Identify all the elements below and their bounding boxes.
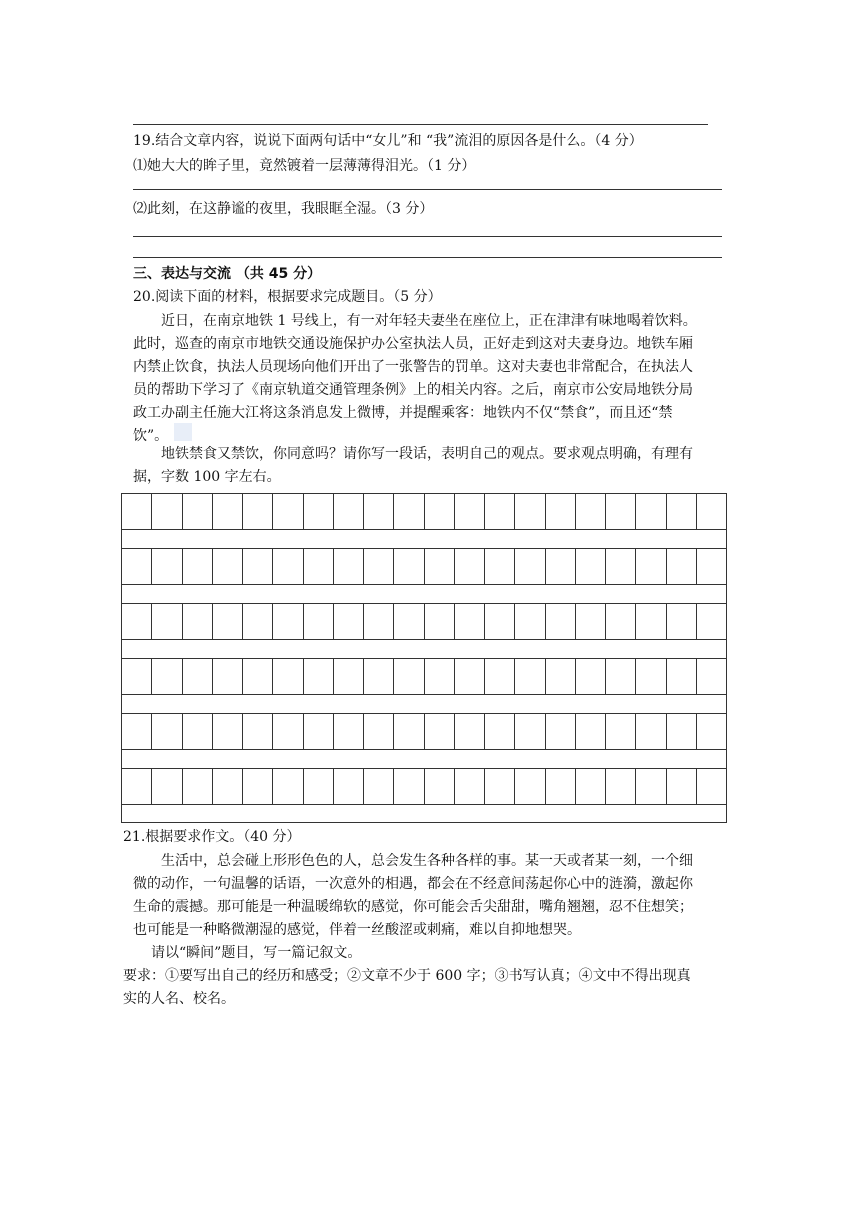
grid-cell[interactable] [213, 714, 243, 749]
grid-cell[interactable] [394, 494, 424, 529]
grid-cell[interactable] [515, 769, 545, 804]
q20-prompt-line: 地铁禁食又禁饮，你同意吗？请你写一段话，表明自己的观点。要求观点明确，有理有 [161, 446, 693, 462]
grid-cell[interactable] [183, 659, 213, 694]
grid-cell[interactable] [364, 659, 394, 694]
grid-cell[interactable] [546, 714, 576, 749]
grid-cell[interactable] [122, 494, 152, 529]
grid-cell[interactable] [606, 659, 636, 694]
q19-answer-line-3[interactable] [133, 257, 722, 258]
grid-cell[interactable] [667, 494, 697, 529]
grid-cell[interactable] [152, 494, 182, 529]
grid-spacer [122, 530, 726, 549]
grid-cell[interactable] [606, 549, 636, 584]
q19-item1: ⑴她大大的眸子里，竟然镀着一层薄薄得泪光。（1 分） [133, 158, 476, 174]
q20-line: 此时，巡查的南京市地铁交通设施保护办公室执法人员，正好走到这对夫妻身边。地铁车厢 [133, 336, 693, 352]
grid-row[interactable] [122, 769, 726, 805]
grid-cell[interactable] [213, 604, 243, 639]
grid-row[interactable] [122, 604, 726, 640]
grid-cell[interactable] [606, 714, 636, 749]
grid-cell[interactable] [697, 604, 726, 639]
grid-cell[interactable] [667, 549, 697, 584]
grid-spacer [122, 640, 726, 659]
grid-cell[interactable] [425, 659, 455, 694]
grid-cell[interactable] [364, 549, 394, 584]
grid-cell[interactable] [243, 494, 273, 529]
grid-cell[interactable] [546, 769, 576, 804]
grid-cell[interactable] [273, 549, 303, 584]
grid-cell[interactable] [394, 714, 424, 749]
grid-cell[interactable] [636, 769, 666, 804]
grid-cell[interactable] [152, 549, 182, 584]
grid-cell[interactable] [425, 769, 455, 804]
grid-cell[interactable] [455, 769, 485, 804]
grid-cell[interactable] [243, 659, 273, 694]
grid-cell[interactable] [273, 604, 303, 639]
grid-cell[interactable] [122, 549, 152, 584]
grid-cell[interactable] [667, 769, 697, 804]
grid-cell[interactable] [334, 659, 364, 694]
grid-cell[interactable] [183, 494, 213, 529]
grid-cell[interactable] [304, 714, 334, 749]
grid-cell[interactable] [636, 714, 666, 749]
grid-cell[interactable] [334, 549, 364, 584]
grid-cell[interactable] [606, 769, 636, 804]
grid-cell[interactable] [485, 659, 515, 694]
grid-row[interactable] [122, 659, 726, 695]
grid-cell[interactable] [455, 659, 485, 694]
grid-cell[interactable] [152, 769, 182, 804]
grid-spacer [122, 695, 726, 714]
grid-row[interactable] [122, 714, 726, 750]
grid-cell[interactable] [122, 659, 152, 694]
grid-cell[interactable] [425, 549, 455, 584]
grid-cell[interactable] [152, 604, 182, 639]
section3-heading: 三、表达与交流 （共 45 分） [133, 266, 322, 282]
q19-item2: ⑵此刻，在这静谧的夜里，我眼眶全湿。（3 分） [133, 201, 434, 217]
grid-cell[interactable] [667, 659, 697, 694]
grid-cell[interactable] [213, 659, 243, 694]
grid-cell[interactable] [576, 659, 606, 694]
grid-cell[interactable] [485, 604, 515, 639]
grid-cell[interactable] [515, 659, 545, 694]
grid-cell[interactable] [334, 769, 364, 804]
grid-cell[interactable] [152, 659, 182, 694]
grid-cell[interactable] [485, 549, 515, 584]
grid-cell[interactable] [304, 549, 334, 584]
highlight-mark [174, 423, 192, 441]
grid-cell[interactable] [273, 769, 303, 804]
grid-cell[interactable] [515, 714, 545, 749]
grid-spacer [122, 750, 726, 769]
grid-cell[interactable] [546, 494, 576, 529]
grid-cell[interactable] [485, 494, 515, 529]
writing-grid[interactable] [121, 493, 727, 823]
grid-cell[interactable] [425, 714, 455, 749]
grid-cell[interactable] [364, 714, 394, 749]
grid-cell[interactable] [304, 769, 334, 804]
grid-cell[interactable] [183, 714, 213, 749]
grid-cell[interactable] [425, 494, 455, 529]
grid-cell[interactable] [485, 769, 515, 804]
grid-cell[interactable] [334, 604, 364, 639]
grid-cell[interactable] [364, 604, 394, 639]
grid-cell[interactable] [213, 494, 243, 529]
grid-cell[interactable] [394, 549, 424, 584]
grid-cell[interactable] [304, 604, 334, 639]
grid-cell[interactable] [546, 549, 576, 584]
grid-cell[interactable] [485, 714, 515, 749]
grid-cell[interactable] [515, 494, 545, 529]
grid-cell[interactable] [636, 549, 666, 584]
grid-spacer [122, 585, 726, 604]
q19-answer-line-1[interactable] [133, 189, 722, 190]
grid-cell[interactable] [243, 604, 273, 639]
q21-line: 微的动作，一句温馨的话语，一次意外的相遇，都会在不经意间荡起你心中的涟漪，激起你 [133, 876, 693, 892]
grid-cell[interactable] [667, 714, 697, 749]
grid-cell[interactable] [273, 714, 303, 749]
q20-title: 20.阅读下面的材料，根据要求完成题目。（5 分） [133, 289, 442, 305]
grid-cell[interactable] [122, 714, 152, 749]
grid-cell[interactable] [273, 659, 303, 694]
grid-cell[interactable] [606, 604, 636, 639]
q21-line: 生活中，总会碰上形形色色的人，总会发生各种各样的事。某一天或者某一刻，一个细 [161, 853, 693, 869]
grid-cell[interactable] [394, 604, 424, 639]
q21-line: 生命的震撼。那可能是一种温暖绵软的感觉，你可能会舌尖甜甜，嘴角翘翘，忍不住想笑； [133, 899, 693, 915]
grid-cell[interactable] [576, 549, 606, 584]
grid-cell[interactable] [243, 769, 273, 804]
grid-cell[interactable] [183, 604, 213, 639]
q19-answer-line-2[interactable] [133, 236, 722, 237]
grid-cell[interactable] [455, 549, 485, 584]
grid-cell[interactable] [576, 494, 606, 529]
grid-spacer [122, 805, 726, 824]
grid-cell[interactable] [183, 549, 213, 584]
grid-cell[interactable] [697, 769, 726, 804]
grid-cell[interactable] [213, 769, 243, 804]
grid-cell[interactable] [394, 769, 424, 804]
grid-cell[interactable] [243, 549, 273, 584]
grid-cell[interactable] [122, 769, 152, 804]
grid-cell[interactable] [273, 494, 303, 529]
grid-cell[interactable] [697, 494, 726, 529]
grid-cell[interactable] [394, 659, 424, 694]
grid-cell[interactable] [455, 714, 485, 749]
grid-cell[interactable] [364, 494, 394, 529]
grid-cell[interactable] [697, 659, 726, 694]
grid-cell[interactable] [636, 659, 666, 694]
grid-cell[interactable] [122, 604, 152, 639]
q19-title: 19.结合文章内容，说说下面两句话中“女儿”和 “我”流泪的原因各是什么。（4 分） [133, 133, 643, 149]
grid-cell[interactable] [667, 604, 697, 639]
grid-cell[interactable] [576, 714, 606, 749]
grid-cell[interactable] [697, 549, 726, 584]
grid-row[interactable] [122, 494, 726, 530]
grid-cell[interactable] [183, 769, 213, 804]
q21-requirement-line: 实的人名、校名。 [123, 991, 235, 1007]
grid-cell[interactable] [304, 659, 334, 694]
grid-cell[interactable] [636, 604, 666, 639]
q21-title: 21.根据要求作文。（40 分） [123, 829, 301, 845]
grid-cell[interactable] [455, 604, 485, 639]
q20-line: 饮”。 [133, 428, 169, 444]
grid-cell[interactable] [455, 494, 485, 529]
q20-prompt-line: 据，字数 100 字左右。 [133, 469, 281, 485]
grid-cell[interactable] [515, 604, 545, 639]
grid-cell[interactable] [636, 494, 666, 529]
grid-cell[interactable] [606, 494, 636, 529]
grid-cell[interactable] [546, 604, 576, 639]
top-rule [133, 124, 708, 125]
q21-line: 也可能是一种略微潮湿的感觉，伴着一丝酸涩或刺痛，难以自抑地想哭。 [133, 922, 581, 938]
q21-topic: 请以“瞬间”题目，写一篇记叙文。 [151, 945, 362, 961]
grid-cell[interactable] [576, 769, 606, 804]
grid-cell[interactable] [425, 604, 455, 639]
grid-cell[interactable] [515, 549, 545, 584]
grid-row[interactable] [122, 549, 726, 585]
q21-requirement-line: 要求：①要写出自己的经历和感受；②文章不少于 600 字；③书写认真；④文中不得出现真 [123, 968, 691, 984]
grid-cell[interactable] [697, 714, 726, 749]
grid-cell[interactable] [576, 604, 606, 639]
q20-line: 员的帮助下学习了《南京轨道交通管理条例》上的相关内容。之后，南京市公安局地铁分局 [133, 382, 693, 398]
grid-cell[interactable] [243, 714, 273, 749]
grid-cell[interactable] [334, 714, 364, 749]
q20-line: 内禁止饮食，执法人员现场向他们开出了一张警告的罚单。这对夫妻也非常配合，在执法人 [133, 359, 693, 375]
grid-cell[interactable] [304, 494, 334, 529]
q20-line: 政工办副主任施大江将这条消息发上微博，并提醒乘客：地铁内不仅“禁食”，而且还“禁 [133, 405, 673, 421]
grid-cell[interactable] [364, 769, 394, 804]
grid-cell[interactable] [213, 549, 243, 584]
grid-cell[interactable] [152, 714, 182, 749]
grid-cell[interactable] [546, 659, 576, 694]
grid-cell[interactable] [334, 494, 364, 529]
q20-line: 近日，在南京地铁 1 号线上，有一对年轻夫妻坐在座位上，正在津津有味地喝着饮料。 [161, 313, 697, 329]
